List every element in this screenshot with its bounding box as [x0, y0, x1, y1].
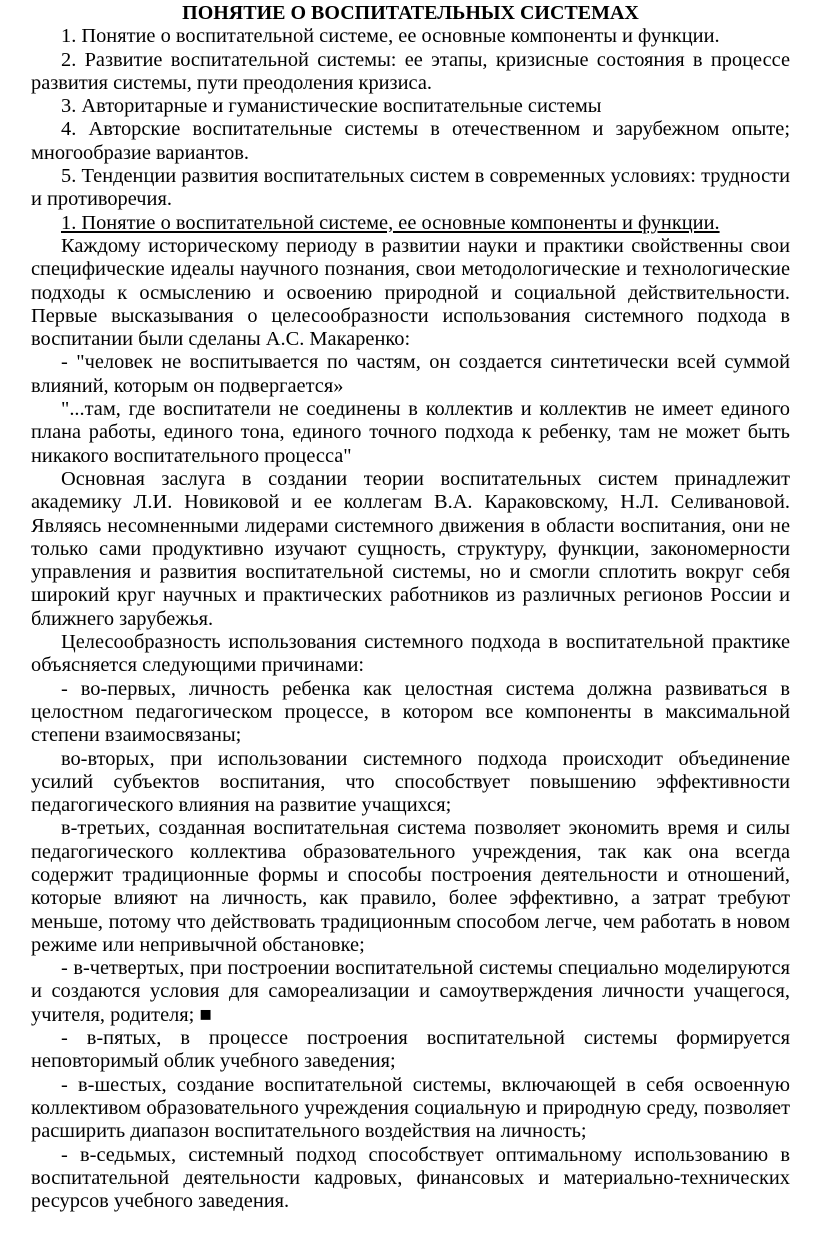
reason-item: - во-первых, личность ребенка как целостная система должна развиваться в целостном педагогическом процессе, в котором все компоненты в максимальной степени взаимосвязаны;	[31, 677, 790, 747]
quote-paragraph: "...там, где воспитатели не соединены в коллектив и коллектив не имеет единого плана работы, единого тона, единого точного подхода к ребенку, там не может быть никакого воспитательного процесса"	[31, 398, 790, 467]
outline-item-1: 1. Понятие о воспитательной системе, ее основные компоненты и функции.	[61, 25, 720, 48]
reason-item: - в-пятых, в процессе построения воспитательной системы формируется неповторимый облик учебного заведения;	[31, 1027, 790, 1073]
reason-item: - в-седьмых, системный подход способствует оптимальному использованию в воспитательной деятельности кадровых, финансовых и материально-технических ресурсов учебного заведения.	[31, 1143, 790, 1213]
outline-item-4: 4. Авторские воспитательные системы в отечественном и зарубежном опыте; многообразие вариантов.	[31, 118, 790, 164]
outline-list	[31, 25, 790, 211]
document-title: ПОНЯТИЕ О ВОСПИТАТЕЛЬНЫХ СИСТЕМАХ	[182, 2, 639, 24]
outline-item-2: 2. Развитие воспитательной системы: ее этапы, кризисные состояния в процессе развития системы, пути преодоления кризиса.	[31, 48, 790, 94]
paragraph: Основная заслуга в создании теории воспитательных систем принадлежит академику Л.И. Новиковой и ее коллегам В.А. Караковскому, Н.Л. Селивановой. Являясь несомненными лидерами системного движения в области воспитания, они не только сами продуктивно изучают сущность, структуру, функции, закономерности управления и развития воспитательной системы, но и смогли сплотить вокруг себя широкий круг научных и практических работников из различных регионов России и ближнего зарубежья.	[31, 467, 790, 630]
reason-item: во-вторых, при использовании системного подхода происходит объединение усилий субъектов воспитания, что способствует повышению эффективности педагогического влияния на развитие учащихся;	[31, 747, 790, 817]
quote-paragraph: - "человек не воспитывается по частям, он создается синтетически всей суммой влияний, которым он подвергается»	[31, 351, 790, 397]
reason-item: в-третьих, созданная воспитательная система позволяет экономить время и силы педагогического коллектива образовательного учреждения, так как она всегда содержит традиционные формы и способы построения деятельности и отношений, которые влияют на личность, как правило, более эффективно, а затрат требуют меньше, потому что действовать традиционным способом легче, чем работать в новом режиме или непривычной обстановке;	[31, 817, 790, 956]
paragraph: Целесообразность использования системного подхода в воспитательной практике объясняется следующими причинами:	[31, 631, 790, 677]
outline-item-5: 5. Тенденции развития воспитательных систем в современных условиях: трудности и противоречия.	[31, 165, 790, 211]
paragraph: Каждому историческому периоду в развитии науки и практики свойственны свои специфические идеалы научного познания, свои методологические и технологические подходы к осмыслению и освоению природной и социальной действительности. Первые высказывания о целесообразности использования системного подхода в воспитании были сделаны А.С. Макаренко:	[31, 234, 790, 351]
body-text	[31, 235, 790, 1213]
reason-item: - в-четвертых, при построении воспитательной системы специально моделируются и создаются условия для самореализации и самоутверждения личности учащегося, учителя, родителя; ■	[31, 957, 790, 1026]
outline-item-3: 3. Авторитарные и гуманистические воспитательные системы	[61, 95, 602, 118]
reason-item: - в-шестых, создание воспитательной системы, включающей в себя освоенную коллективом образовательного учреждения социальную и природную среду, позволяет расширить диапазон воспитательного воздействия на личность;	[31, 1073, 790, 1143]
section-heading: 1. Понятие о воспитательной системе, ее основные компоненты и функции.	[61, 211, 720, 234]
